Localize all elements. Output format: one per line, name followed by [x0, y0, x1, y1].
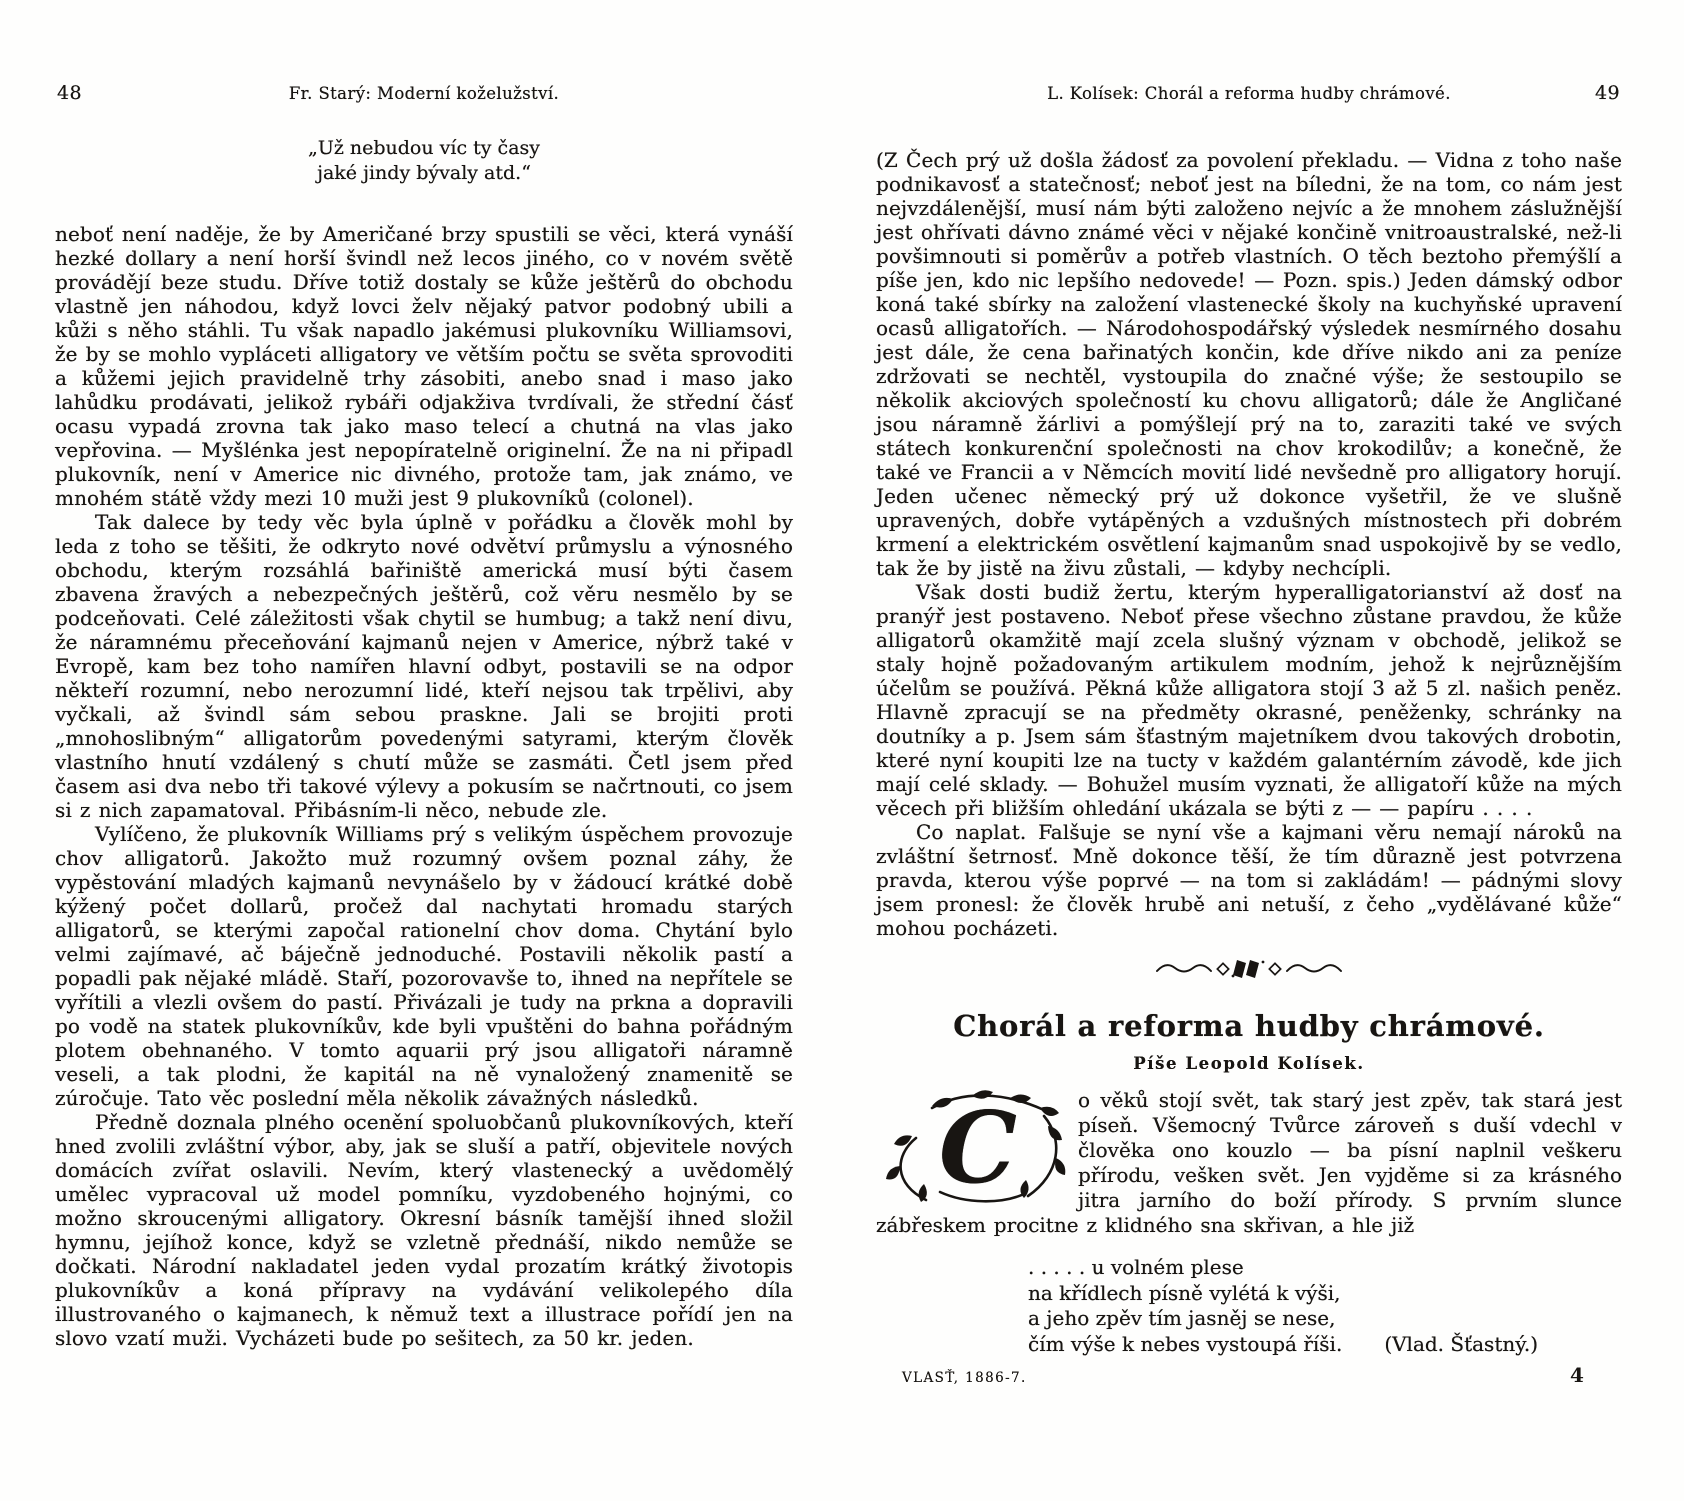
running-title-right: L. Kolísek: Chorál a reforma hudby chrámové.: [1047, 84, 1451, 103]
paragraph: Vylíčeno, že plukovník Williams prý s velikým úspěchem provozuje chov alligatorů. Jakožto muž rozumný ovšem poznal záhy, že vypěstování mladých kajmanů nevynášelo by v žádoucí krátké době kýžený počet dollarů, pročež dal nachytati hromadu starých alligatorů, se kterými započal rationelní chov doma. Chytání bylo velmi zajímavé, ač báječně jednoduché. Postavili několik pastí a popadli pak nějaké mládě. Staří, pozorovavše to, ihned na nepřítele se vyřítili a vlezli ovšem do pastí. Přivázali je tudy na prkna a dopravili po vodě na statek plukovníkův, kde byli vpuštěni do bahna pořádným plotem obehnaného. V tomto aquarii prý jsou alligatoři náramně veseli, a tak plodni, že kapitál na ně vynaložený znamenitě se zúročuje. Tato věc poslední měla několik závažných následků.: [55, 822, 793, 1110]
verse-line-4-text: čím výše k nebes vystoupá říši.: [1028, 1331, 1343, 1356]
paragraph: Však dosti budiž žertu, kterým hyperalligatorianství až dosť na pranýř jest postaveno. Neboť přese všechno zůstane pravdou, že kůže alligatorů okamžitě mají zcela slušný význam v obchodě, jelikož se staly hojně požadovaným artikulem modním, jehož k nejrůznějším účelům se používá. Pěkná kůže alligatora stojí 3 až 5 zl. našich peněz. Hlavně zpracují se na předměty okrasné, peněženky, schránky na doutníky a p. Jsem sám šťastným majetníkem dvou takových drobotin, které nyní koupiti lze na tucty v každém galantérním závodě, kde jich mají celé sklady. — Bohužel musím vyznati, že alligatoří kůže na mých věcech při bližším ohledání ukázala se býti z — — papíru . . . .: [876, 580, 1622, 820]
paragraph: (Z Čech prý už došla žádosť za povolení překladu. — Vidna z toho naše podnikavosť a statečnosť; neboť jest na bíledni, že na tom, co nám jest nejvzdálenější, musí nám býti založeno nejvíc a že mnohem záslužnější jest ohřívati dávno známé věci v nějaké končině vnitroaustralské, než-li povšimnouti si poměrův a potřeb vlastních. O těch beztoho přemýšlí a píše jen, kdo nic lepšího nedovede! — Pozn. spis.) Jeden dámský odbor koná také sbírky na založení vlastenecké školy na kuchyňské upravení ocasů alligatořích. — Národohospodářský výsledek nesmírného dosahu jest dále, že cena bařinatých končin, kde dříve nikdo ani za peníze zdržovati se nechtěl, vystoupila do značné výše; že sestoupilo se několik akciových společností ku chovu alligatorů; dále že Angličané jsou náramně žárlivi a pomýšlejí prý na to, zaraziti také ve svých státech konkurenční společnosti na chov krokodilův; a konečně, že také ve Francii a v Němcích movití lidé nevšedně pro alligatory horují. Jeden učenec německý prý už dokonce vyšetřil, že ve slušně upravených, dobře vytápěných a vzdušných místnostech při dobrém krmení a elektrickém osvětlení kajmanům snad uspokojivě by se vedlo, tak že by jistě na živu zůstali, — kdyby nechcípli.: [876, 148, 1622, 580]
page-48: [55, 0, 793, 1501]
verse-line-1: . . . . . u volném plese: [1028, 1255, 1244, 1279]
running-title-left: Fr. Starý: Moderní koželužství.: [288, 84, 560, 103]
journal-imprint: VLASŤ, 1886-7.: [902, 1370, 1027, 1386]
page-48-running-head: [55, 84, 793, 106]
article-opening-paragraph: [876, 1088, 1622, 1238]
opening-text: o věků stojí svět, tak starý jest zpěv, tak stará jest píseň. Všemocný Tvůrce zároveň s duší vdechl v člověka ono kouzlo — ba písní naplnil veškeru přírodu, vešken svět. Jen vyjděme si za krásného jitra jarního do boží přírody. S prvním slunce zábřeskem procitne z klidného sna skřivan, a hle již: [876, 1088, 1622, 1237]
page-number-left: 48: [57, 82, 82, 104]
epigraph-line-1: „Už nebudou víc ty časy: [307, 137, 541, 159]
verse-line-2: na křídlech písně vylétá k výši,: [1028, 1280, 1341, 1305]
verse-line-3: a jeho zpěv tím jasněj se nese,: [1028, 1306, 1336, 1330]
wavy-rule-ornament-icon: [1153, 957, 1345, 981]
page-49: [876, 0, 1622, 1501]
paragraph: Tak dalece by tedy věc byla úplně v pořádku a člověk mohl by leda z toho se těšiti, že odkryto nové odvětví průmyslu a výnosného obchodu, kterým rozsáhlá bařiniště americká musí býti časem zbavena žravých a nebezpečných ještěrů, což věru nesmělo by se podceňovati. Celé záležitosti však chytil se humbug; a takž není divu, že náramnému přeceňování kajmanů nejen v Americe, nýbrž také v Evropě, kam bez toho namířen hlavní odbyt, postavili se na odpor někteří rozumní, nebo nerozumní lidé, kteří nejsou tak trpělivi, aby vyčkali, až švindl sám sebou praskne. Jali se brojiti proti „mnohoslibným“ alligatorům povedenými satyrami, kterým člověk vlastního hnutí vzdálený s chutí může se zasmáti. Četl jsem před časem asi dva nebo tři takové výlevy a pokusím se načrtnouti, co jsem si z nich zapamatoval. Přibásním-li něco, nebude zle.: [55, 510, 793, 822]
drop-cap-letter: C: [939, 1091, 1017, 1206]
page-49-running-head: [876, 84, 1622, 106]
article-title: Chorál a reforma hudby chrámové.: [953, 1009, 1545, 1043]
verse-attribution: (Vlad. Šťastný.): [1384, 1331, 1539, 1356]
section-divider: [876, 957, 1622, 981]
article-byline: Píše Leopold Kolísek.: [1133, 1054, 1365, 1073]
verse-quote: [1028, 1255, 1622, 1357]
floriated-initial-C-icon: [876, 1092, 1072, 1204]
epigraph: [55, 136, 793, 186]
paragraph: Co naplat. Falšuje se nyní vše a kajmani věru nemají nároků na zvláštní šetrnosť. Mně dokonce těší, že tím důrazně jest potvrzena pravda, kterou výše poprvé — na tom si zakládám! — pádnými slovy jsem pronesl: že člověk hrubě ani netuší, z čeho „vydělávané kůže“ mohou pocházeti.: [876, 820, 1622, 940]
paragraph: Předně doznala plného ocenění spoluobčanů plukovníkových, kteří hned zvolili zvláštní výbor, aby, jak se sluší a patří, objevitele nových domácích zvířat oslavili. Nevím, který vlastenecký a uvědomělý umělec vypracoval už model pomníku, vyzdobeného hojnými, co možno skroucenými alligatory. Okresní básník tamější ihned složil hymnu, jejíhož konce, když se vzletně přednáší, nikdo nemůže se dočkati. Národní nakladatel jeden vydal prozatím krátký životopis plukovníkův a koná přípravy na vydávání velikolepého díla illustrovaného o kajmanech, k němuž text a illustrace pořídí jen na slovo vzatí muži. Vycházeti bude po sešitech, za 50 kr. jeden.: [55, 1110, 793, 1350]
verse-line-4: [1028, 1332, 1622, 1358]
signature-number: 4: [1570, 1363, 1584, 1387]
page-number-right: 49: [1595, 82, 1620, 104]
epigraph-line-2: jaké jindy bývaly atd.“: [317, 162, 531, 184]
page-footer: [876, 1361, 1622, 1391]
paragraph: neboť není naděje, že by Američané brzy spustili se věci, která vynáší hezké dollary a není horší švindl než lecos jiného, co v novém světě provádějí beze studu. Dříve totiž dostaly se kůže ještěrů do obchodu vlastně jen náhodou, když lovci želv nějaký patvor podobný ubili a kůži s něho stáhli. Tu však napadlo jakémusi plukovníku Williamsovi, že by se mohlo vypláceti alligatory ve větším počtu se světa sprovoditi a kůžemi jejich pravidelně trhy zásobiti, anebo snad i maso jako lahůdku prodávati, jelikož rybáři odjakživa tvrdívali, že střední čásť ocasu vypadá zrovna tak jako maso telecí a chutná na vlas jako vepřovina. — Myšlénka jest nepopíratelně originelní. Že na ni připadl plukovník, není v Americe nic divného, protože tam, jak známo, ve mnohém státě vždy mezi 10 muži jest 9 plukovníků (colonel).: [55, 222, 793, 510]
